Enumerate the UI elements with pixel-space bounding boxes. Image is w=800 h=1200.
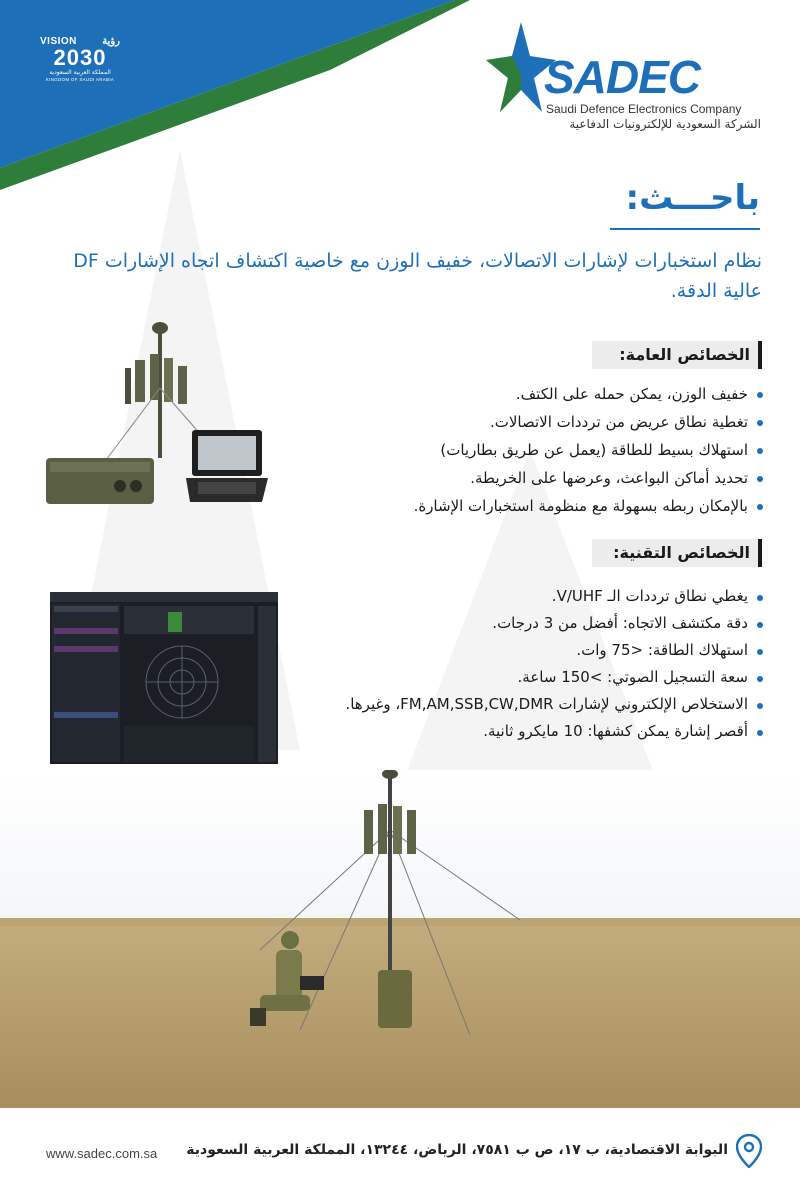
company-address: البوابة الاقتصادية، ب ١٧، ص ب ٧٥٨١، الرياض، ١٣٢٤٤، المملكة العربية السعودية (186, 1142, 728, 1158)
list-item: تحديد أماكن البواعث، وعرضها على الخريطة. (326, 464, 766, 492)
vision-label-en: VISION (40, 36, 77, 47)
footer (0, 1108, 800, 1200)
technical-features-heading: الخصائص التقنية: (592, 539, 762, 567)
list-item: تغطية نطاق عريض من ترددات الاتصالات. (326, 408, 766, 436)
company-name-en: Saudi Defence Electronics Company (546, 102, 742, 116)
vision-country-ar: المملكة العربية السعودية (49, 69, 111, 76)
list-item: بالإمكان ربطه بسهولة مع منظومة استخبارات الإشارة. (326, 492, 766, 520)
technical-features-list (296, 583, 766, 745)
list-item: يغطي نطاق ترددات الـ V/UHF. (296, 583, 766, 610)
list-item: سعة التسجيل الصوتي: >150 ساعة. (296, 664, 766, 691)
list-item: استهلاك الطاقة: <75 وات. (296, 637, 766, 664)
vision-label-ar: رؤية (102, 36, 120, 47)
location-pin-icon (736, 1134, 762, 1168)
vision-country-en: KINGDOM OF SAUDI ARABIA (45, 77, 115, 82)
list-item: دقة مكتشف الاتجاه: أفضل من 3 درجات. (296, 610, 766, 637)
general-features-list (326, 380, 766, 520)
list-item: أقصر إشارة يمكن كشفها: 10 مايكرو ثانية. (296, 718, 766, 745)
list-item: استهلاك بسيط للطاقة (يعمل عن طريق بطاريات) (326, 436, 766, 464)
software-screenshot-image (50, 592, 278, 764)
vision-2030-logo (40, 36, 120, 82)
vision-year: 2030 (53, 45, 107, 70)
product-title: باحـــث: (625, 178, 760, 218)
list-item: الاستخلاص الإلكتروني لإشارات FM,AM,SSB,CW,DMR، وغيرها. (296, 691, 766, 718)
equipment-image (40, 318, 270, 518)
website-link[interactable]: www.sadec.com.sa (46, 1146, 158, 1161)
list-item: خفيف الوزن، يمكن حمله على الكتف. (326, 380, 766, 408)
title-underline (610, 228, 760, 230)
company-name-ar: الشركة السعودية للإلكترونيات الدفاعية (569, 117, 761, 131)
company-brand-name: SADEC (544, 51, 701, 103)
product-description: نظام استخبارات لإشارات الاتصالات، خفيف الوزن مع خاصية اكتشاف اتجاه الإشارات DF عالية الدقة. (73, 250, 762, 302)
field-deployment-photo (0, 770, 800, 1108)
sadec-logo (486, 22, 771, 142)
general-features-heading: الخصائص العامة: (592, 341, 762, 369)
